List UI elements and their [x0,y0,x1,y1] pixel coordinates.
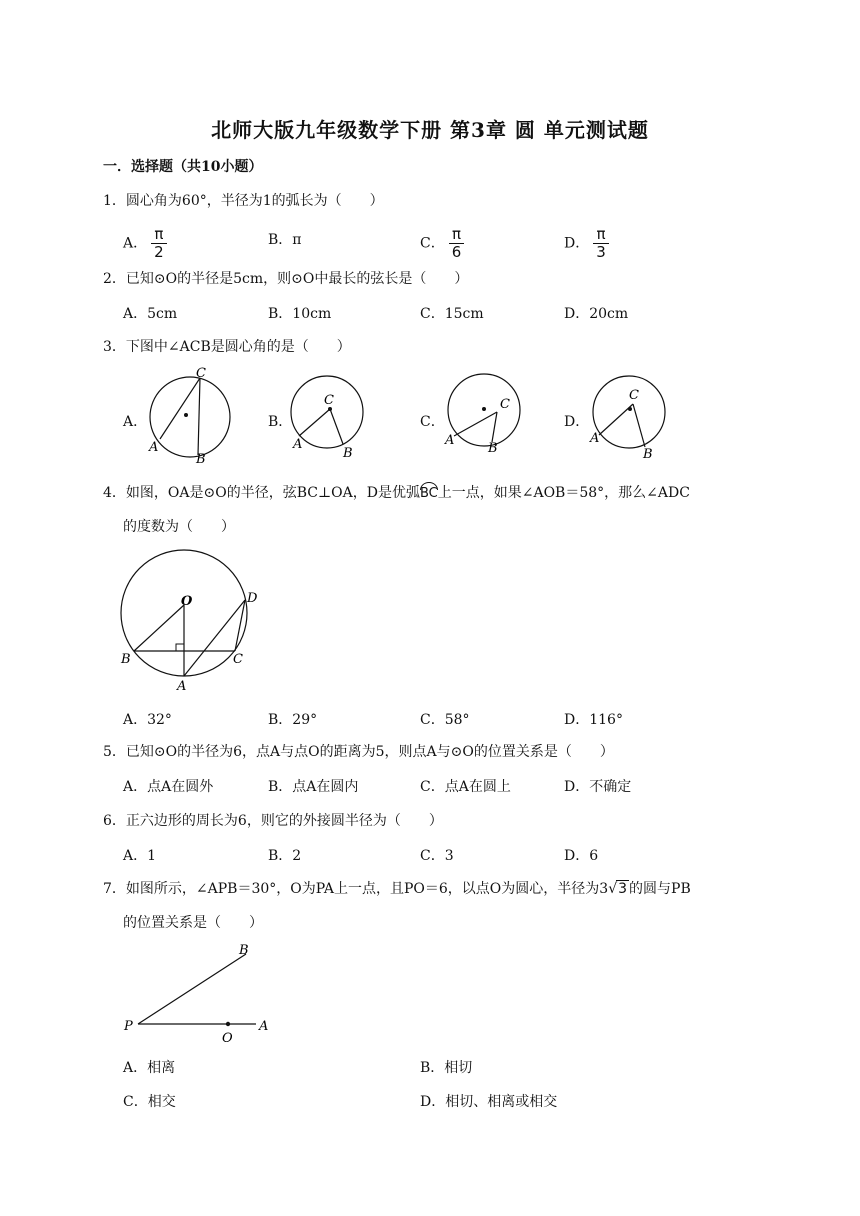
svg-text:A: A [177,679,187,693]
svg-text:P: P [124,1019,133,1034]
q3-option-a[interactable]: A． [123,414,148,430]
svg-text:D: D [247,591,258,606]
q2-option-d[interactable]: D．20cm [564,306,629,322]
svg-text:C: C [324,393,334,408]
question-4-stem-continued: 的度数为（ ） [123,519,235,535]
q5-option-c[interactable]: C．点A在圆上 [420,779,511,795]
q3-figure-b [285,370,370,465]
q3-figure-d [585,372,675,462]
q4-figure [115,548,265,693]
q3-figure-a [140,365,235,465]
question-3-stem: 3．下图中∠ACB是圆心角的是（ ） [103,339,351,355]
q6-option-a[interactable]: A．1 [123,848,157,864]
q3-figure-c [440,372,530,452]
question-7-stem: 7．如图所示，∠APB＝30°，O为PA上一点，且PO＝6，以点O为圆心，半径为3√3 的圆与PB [103,881,691,897]
svg-text:C: C [233,652,243,667]
q3-option-b[interactable]: B． [268,414,293,430]
question-5-stem: 5．已知⊙O的半径为6，点A与点O的距离为5，则点A与⊙O的位置关系是（ ） [103,744,614,760]
svg-text:A: A [149,440,159,455]
q5-option-d[interactable]: D．不确定 [564,779,632,795]
q6-option-b[interactable]: B．2 [268,848,302,864]
svg-text:B: B [196,452,206,465]
question-6-stem: 6．正六边形的周长为6，则它的外接圆半径为（ ） [103,813,443,829]
question-1-stem: 1．圆心角为60°，半径为1的弧长为（ ） [103,193,384,209]
svg-text:C: C [500,397,510,412]
q2-option-b[interactable]: B．10cm [268,306,332,322]
question-4-stem: 4．如图，OA是⊙O的半径，弦BC⊥OA，D是优弧BC上一点，如果∠AOB＝58°，那么∠ADC [103,482,690,502]
q1-option-a[interactable]: A． $\frac{\pi}{2}$ [123,226,167,261]
q7-figure [118,938,278,1048]
svg-text:O: O [222,1031,233,1046]
q5-option-b[interactable]: B．点A在圆内 [268,779,359,795]
svg-text:O: O [181,594,193,609]
q1-option-c[interactable]: C． $\frac{\pi}{6}$ [420,226,464,261]
question-7-stem-continued: 的位置关系是（ ） [123,915,263,931]
q6-option-c[interactable]: C．3 [420,848,454,864]
q4-option-d[interactable]: D．116° [564,712,623,728]
question-2-stem: 2．已知⊙O的半径是5cm，则⊙O中最长的弦长是（ ） [103,271,469,287]
q7-option-b[interactable]: B．相切 [420,1060,473,1076]
page-title: 北师大版九年级数学下册 第3章 圆 单元测试题 [211,118,649,142]
q3-option-d[interactable]: D． [564,414,590,430]
svg-text:B: B [121,652,131,667]
svg-text:A: A [259,1019,269,1034]
svg-text:B: B [488,441,498,452]
q1-option-d[interactable]: D． $\frac{\pi}{3}$ [564,226,609,261]
q7-option-c[interactable]: C．相交 [123,1094,176,1110]
svg-text:A: A [293,437,303,452]
q3-option-c[interactable]: C． [420,414,445,430]
svg-text:C: C [629,388,639,403]
q2-option-c[interactable]: C．15cm [420,306,484,322]
svg-text:C: C [196,366,206,381]
q4-option-a[interactable]: A．32° [123,712,172,728]
svg-text:A: A [445,433,455,448]
svg-text:A: A [590,431,600,446]
svg-text:B: B [343,446,353,461]
arc-bc: BC [420,482,438,501]
svg-text:B: B [643,447,653,462]
q7-option-a[interactable]: A．相离 [123,1060,176,1076]
section-heading: 一．选择题（共10小题） [103,159,263,175]
q7-option-d[interactable]: D．相切、相离或相交 [420,1094,558,1110]
svg-text:B: B [239,943,249,958]
q4-option-b[interactable]: B．29° [268,712,318,728]
q6-option-d[interactable]: D．6 [564,848,599,864]
q4-option-c[interactable]: C．58° [420,712,470,728]
q2-option-a[interactable]: A．5cm [123,306,178,322]
q1-option-b[interactable]: B．π [268,232,302,248]
q5-option-a[interactable]: A．点A在圆外 [123,779,214,795]
